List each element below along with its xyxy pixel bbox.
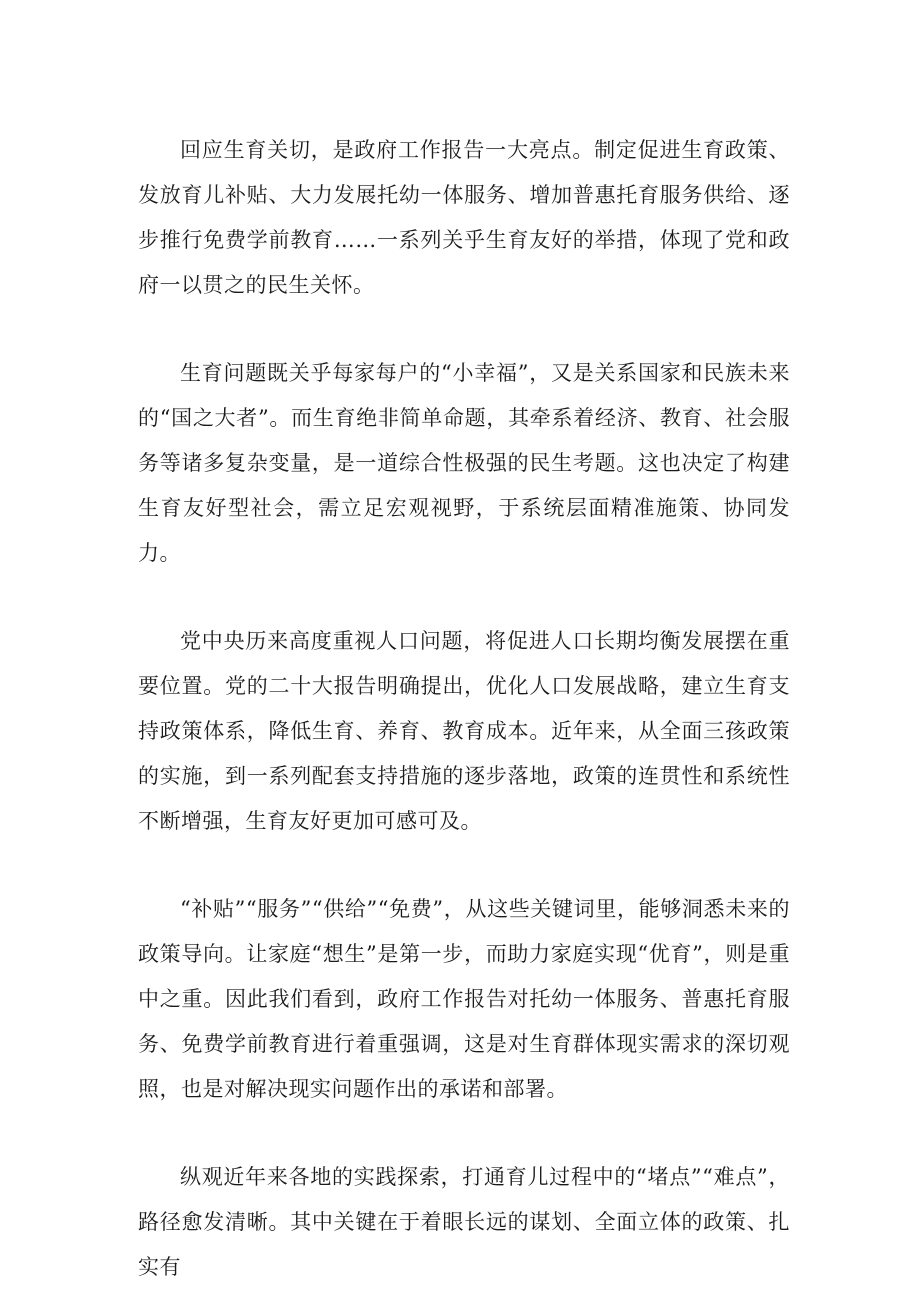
document-body: [138, 128, 790, 1290]
paragraph-2: 生育问题既关乎每家每户的“小幸福”，又是关系国家和民族未来的“国之大者”。而生育绝非简单命题，其牵系着经济、教育、社会服务等诸多复杂变量，是一道综合性极强的民生考题。这也决定了构建生育友好型社会，需立足宏观视野，于系统层面精准施策、协同发力。: [138, 361, 790, 565]
paragraph-5: 纵观近年来各地的实践探索，打通育儿过程中的“堵点”“难点”，路径愈发清晰。其中关键在于着眼长远的谋划、全面立体的政策、扎实有: [138, 1165, 790, 1279]
paragraph-4: “补贴”“服务”“供给”“免费”，从这些关键词里，能够洞悉未来的政策导向。让家庭“想生”是第一步，而助力家庭实现“优育”，则是重中之重。因此我们看到，政府工作报告对托幼一体服务、普惠托育服务、免费学前教育进行着重强调，这是对生育群体现实需求的深切观照，也是对解决现实问题作出的承诺和部署。: [138, 897, 790, 1101]
paragraph-3: 党中央历来高度重视人口问题，将促进人口长期均衡发展摆在重要位置。党的二十大报告明确提出，优化人口发展战略，建立生育支持政策体系，降低生育、养育、教育成本。近年来，从全面三孩政策的实施，到一系列配套支持措施的逐步落地，政策的连贯性和系统性不断增强，生育友好更加可感可及。: [138, 629, 790, 833]
paragraph-1: 回应生育关切，是政府工作报告一大亮点。制定促进生育政策、发放育儿补贴、大力发展托幼一体服务、增加普惠托育服务供给、逐步推行免费学前教育……一系列关乎生育友好的举措，体现了党和政府一以贯之的民生关怀。: [138, 138, 790, 297]
